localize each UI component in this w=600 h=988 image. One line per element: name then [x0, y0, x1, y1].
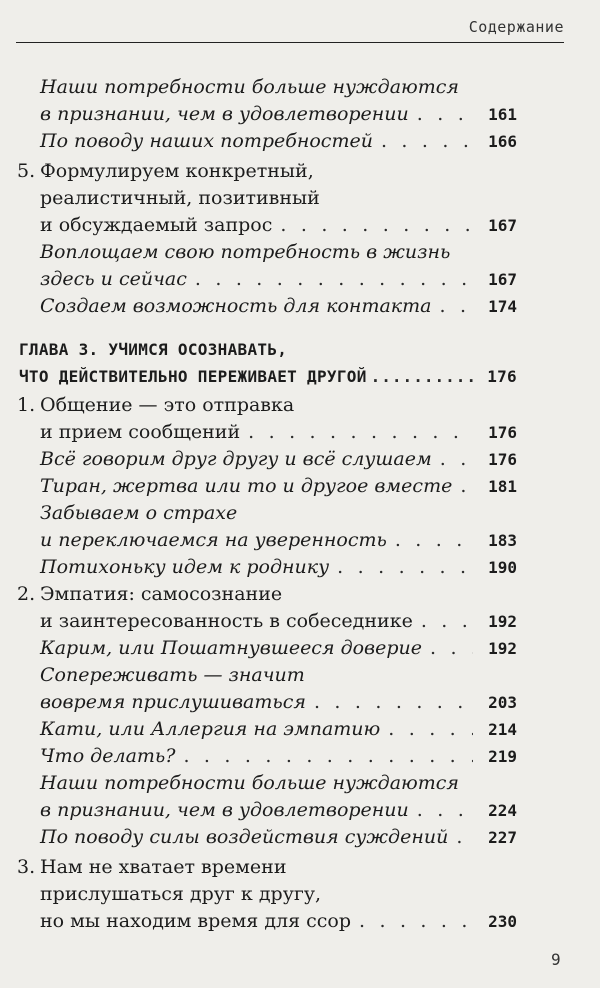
- toc-entry-title: здесь и сейчас: [40, 268, 187, 290]
- dot-leader: [248, 417, 473, 447]
- toc-entry-title: Нам не хватает времени: [40, 856, 287, 878]
- toc-entry-title: Всё говорим друг другу и всё слушаем: [40, 448, 432, 470]
- toc-entry: [0, 660, 600, 690]
- toc-entry-page: 176: [487, 367, 517, 386]
- toc-entry: [0, 417, 600, 447]
- toc-entry-title: Наши потребности больше нуждаются: [40, 76, 459, 98]
- toc-entry-title: Забываем о страхе: [40, 502, 238, 524]
- toc-entry-title: Потихоньку идем к роднику: [40, 556, 330, 578]
- toc-entry-title: По поводу наших потребностей: [40, 130, 373, 152]
- dot-leader: [359, 906, 473, 936]
- dot-leader: [430, 633, 473, 663]
- toc-entry-page: 224: [488, 801, 517, 820]
- dot-leader: [440, 444, 473, 474]
- toc-entry-page: 214: [488, 720, 517, 739]
- toc-entry: [0, 444, 600, 474]
- toc-entry: [0, 264, 600, 294]
- toc-entry: [0, 579, 600, 609]
- dot-leader: [337, 552, 473, 582]
- toc-entry: [0, 99, 600, 129]
- toc-entry-page: 166: [488, 132, 517, 151]
- toc-entry: [0, 72, 600, 102]
- toc-entry: [0, 822, 600, 852]
- toc-entry-page: 161: [488, 105, 517, 124]
- toc-entry-page: 176: [488, 450, 517, 469]
- toc-entry: [0, 906, 600, 936]
- toc-entry-title: Тиран, жертва или то и другое вместе: [40, 475, 453, 497]
- toc-entry-number: 2.: [17, 583, 36, 605]
- dot-leader: [381, 126, 473, 156]
- toc-entry-title: Карим, или Пошатнувшееся доверие: [40, 637, 422, 659]
- toc-entry: [0, 183, 600, 213]
- toc-entry: [0, 525, 600, 555]
- toc-entry-page: 176: [488, 423, 517, 442]
- dot-leader: [388, 714, 473, 744]
- toc-entry: [0, 633, 600, 663]
- toc-entry-title: По поводу силы воздействия суждений: [40, 826, 449, 848]
- dot-leader: [183, 741, 473, 771]
- toc-entry-title: Кати, или Аллергия на эмпатию: [40, 718, 381, 740]
- toc-entry-title: и заинтересованность в собеседнике: [40, 610, 413, 632]
- toc-entry-title: но мы находим время для ссор: [40, 910, 351, 932]
- toc-entry: [0, 879, 600, 909]
- toc-entry-title: реалистичный, позитивный: [40, 187, 320, 209]
- dot-leader: [417, 795, 473, 825]
- toc-entry: [0, 362, 600, 392]
- toc-entry-page: 192: [488, 612, 517, 631]
- toc-entry-title: Общение — это отправка: [40, 394, 295, 416]
- toc-entry: [0, 126, 600, 156]
- dot-leader: [314, 687, 473, 717]
- toc-entry: [0, 741, 600, 771]
- toc-entry-page: 219: [488, 747, 517, 766]
- toc-entry: [0, 606, 600, 636]
- toc-entry-title: в признании, чем в удовлетворении: [40, 103, 409, 125]
- toc-entry-page: 181: [488, 477, 517, 496]
- toc-entry-page: 167: [488, 216, 517, 235]
- toc-entry-page: 192: [488, 639, 517, 658]
- toc-entry-page: 227: [488, 828, 517, 847]
- toc-entry-page: 190: [488, 558, 517, 577]
- toc-entry: [0, 390, 600, 420]
- toc-entry-number: 5.: [17, 160, 36, 182]
- toc-entry: [0, 552, 600, 582]
- toc-entry-title: вовремя прислушиваться: [40, 691, 306, 713]
- toc-entry-title: прислушаться друг к другу,: [40, 883, 322, 905]
- page-number: 9: [551, 950, 561, 969]
- header-title: Содержание: [468, 18, 564, 36]
- toc-entry-title: и прием сообщений: [40, 421, 241, 443]
- toc-entry-page: 183: [488, 531, 517, 550]
- toc-entry: [0, 852, 600, 882]
- dot-leader: [440, 291, 474, 321]
- toc-entry-title: Наши потребности больше нуждаются: [40, 772, 459, 794]
- toc-entry: [0, 768, 600, 798]
- toc-entry-title: ЧТО ДЕЙСТВИТЕЛЬНО ПЕРЕЖИВАЕТ ДРУГОЙ: [19, 367, 367, 386]
- toc-entry-title: Сопереживать — значит: [40, 664, 305, 686]
- toc-entry-title: ГЛАВА 3. УЧИМСЯ ОСОЗНАВАТЬ,: [19, 340, 288, 359]
- toc-entry-page: 167: [488, 270, 517, 289]
- toc-entry: [0, 795, 600, 825]
- toc-entry: [0, 471, 600, 501]
- toc-entry-title: Создаем возможность для контакта: [40, 295, 432, 317]
- toc-entry-page: 174: [488, 297, 517, 316]
- toc-entry: [0, 714, 600, 744]
- toc-entry-number: 3.: [17, 856, 36, 878]
- dot-leader: [195, 264, 473, 294]
- dot-leader: [456, 822, 473, 852]
- toc-entry-number: 1.: [17, 394, 36, 416]
- toc-entry-title: Эмпатия: самосознание: [40, 583, 283, 605]
- toc-entry: [0, 687, 600, 717]
- toc-entry: [0, 498, 600, 528]
- toc-entry-title: Формулируем конкретный,: [40, 160, 314, 182]
- dot-leader: [460, 471, 473, 501]
- toc-entry: [0, 237, 600, 267]
- dot-leader: [395, 525, 473, 555]
- dot-leader: [417, 99, 473, 129]
- toc-entry-title: Воплощаем свою потребность в жизнь: [40, 241, 451, 263]
- toc-entry: [0, 210, 600, 240]
- toc-entry-title: в признании, чем в удовлетворении: [40, 799, 409, 821]
- dot-leader: [280, 210, 473, 240]
- toc-entry-title: и переключаемся на уверенность: [40, 529, 387, 551]
- toc-entry-title: и обсуждаемый запрос: [40, 214, 273, 236]
- dot-leader: [421, 606, 473, 636]
- toc-entry-title: Что делать?: [40, 745, 176, 767]
- toc-entry: [0, 156, 600, 186]
- dot-leader: [371, 362, 473, 392]
- toc-entry: [0, 335, 600, 365]
- toc-entry-page: 203: [488, 693, 517, 712]
- toc-entry-page: 230: [488, 912, 517, 931]
- toc-entry: [0, 291, 600, 321]
